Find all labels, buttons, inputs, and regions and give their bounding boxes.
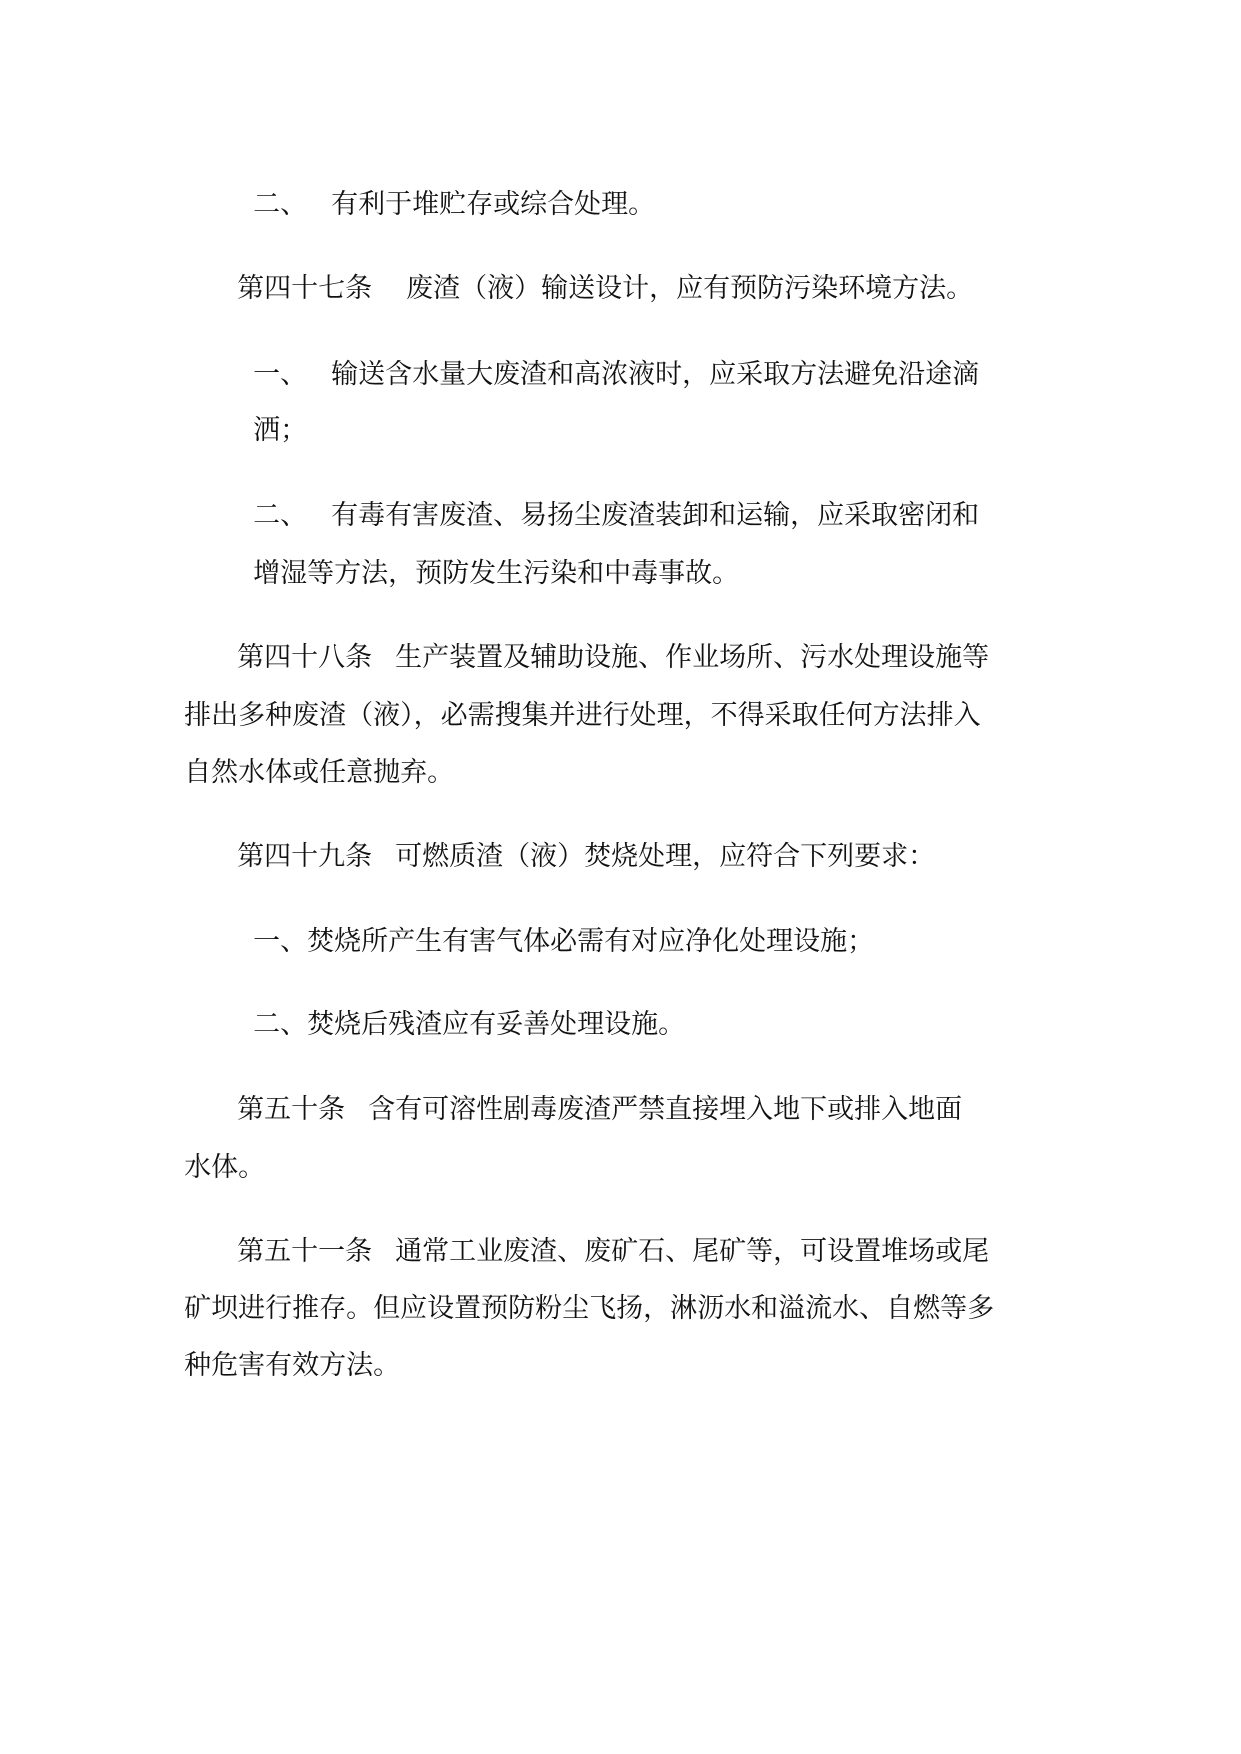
paragraph-line [167, 1108, 266, 1183]
line-text: 增湿等方法，预防发生污染和中毒事故。 [253, 558, 740, 589]
paragraph-line [167, 713, 455, 788]
line-text: 输送含水量大废渣和高浓液时，应采取方法避免沿途滴 [331, 359, 980, 390]
line-text: 可燃质渣（液）焚烧处理，应符合下列要求： [395, 841, 936, 872]
list-item-1 [236, 315, 980, 390]
line-text: 有毒有害废渣、易扬尘废渣装卸和运输，应采取密闭和 [331, 500, 980, 531]
article-number: 第四十八条 [237, 642, 373, 673]
article-number: 第五十一条 [237, 1236, 373, 1267]
line-text: 排出多种废渣（液），必需搜集并进行处理，不得采取任何方法排入 [184, 700, 981, 731]
article-number: 第四十七条 [237, 273, 373, 304]
line-text: 水体。 [184, 1152, 266, 1183]
line-text: 通常工业废渣、废矿石、尾矿等，可设置堆场或尾 [395, 1236, 990, 1267]
line-text: 二、焚烧后残渣应有妥善处理设施。 [253, 1009, 686, 1040]
line-text: 一、焚烧所产生有害气体必需有对应净化处理设施； [253, 926, 875, 957]
article-51-heading [220, 1192, 990, 1267]
list-item-2-continuation [236, 514, 740, 589]
article-47-heading [220, 229, 974, 304]
list-item-2 [236, 456, 980, 531]
list-item-2 [236, 145, 656, 220]
article-49-heading [220, 797, 936, 872]
article-50-heading [220, 1050, 963, 1125]
article-number: 第四十九条 [237, 841, 373, 872]
article-48-heading [220, 598, 990, 673]
line-text: 有利于堆贮存或综合处理。 [331, 189, 656, 220]
line-text: 自然水体或任意抛弃。 [184, 757, 455, 788]
list-marker: 二、 [253, 500, 308, 531]
list-item-2 [236, 965, 686, 1040]
paragraph-line [167, 1249, 995, 1324]
line-text: 含有可溶性剧毒废渣严禁直接埋入地下或排入地面 [368, 1094, 963, 1125]
line-text: 矿坝进行推存。但应设置预防粉尘飞扬，淋沥水和溢流水、自燃等多 [184, 1293, 995, 1324]
line-text: 生产装置及辅助设施、作业场所、污水处理设施等 [395, 642, 990, 673]
line-text: 洒； [253, 415, 308, 446]
line-text: 废渣（液）输送设计，应有预防污染环境方法。 [406, 273, 974, 304]
list-item-1 [236, 882, 875, 957]
list-marker: 一、 [253, 359, 308, 390]
paragraph-line [167, 1306, 401, 1381]
list-marker: 二、 [253, 189, 308, 220]
article-number: 第五十条 [237, 1094, 346, 1125]
paragraph-line [167, 656, 981, 731]
line-text: 种危害有效方法。 [184, 1350, 401, 1381]
list-item-1-continuation [236, 371, 308, 446]
